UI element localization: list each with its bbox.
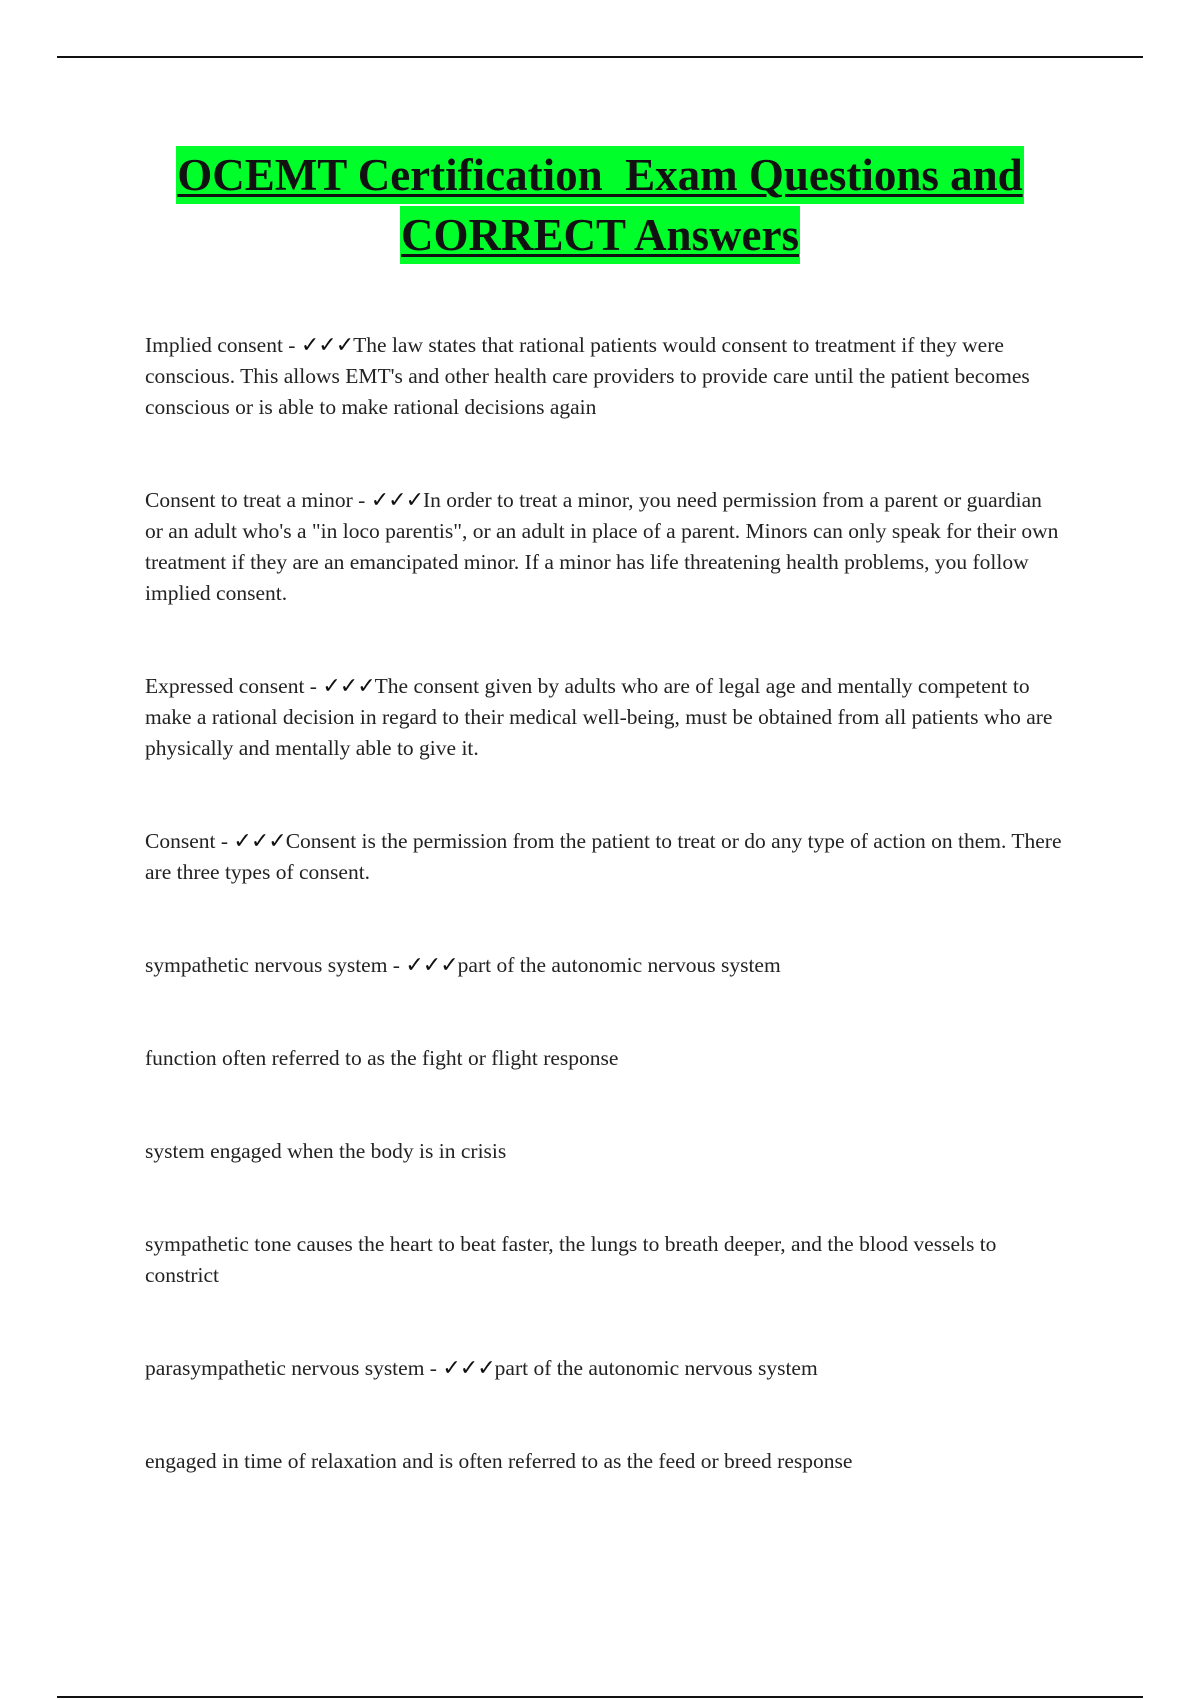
- checkmark-icon: ✓✓✓: [405, 953, 458, 978]
- document-title: [145, 146, 1055, 264]
- entry-term: sympathetic nervous system -: [145, 953, 406, 977]
- entry-implied-consent: [145, 330, 1065, 423]
- entry-term: Expressed consent -: [145, 674, 323, 698]
- entry-consent-minor: [145, 485, 1065, 609]
- entry-sympathetic-nervous-system: [145, 950, 1065, 981]
- entry-definition: part of the autonomic nervous system: [457, 953, 781, 977]
- entry-consent: [145, 826, 1065, 888]
- paragraph-body-in-crisis: system engaged when the body is in crisis: [145, 1139, 507, 1163]
- paragraph-fight-or-flight: function often referred to as the fight or flight response: [145, 1046, 619, 1070]
- paragraph-sympathetic-tone: sympathetic tone causes the heart to beat faster, the lungs to breath deeper, and the blood vessels to constrict: [145, 1232, 997, 1287]
- checkmark-icon: ✓✓✓: [442, 1356, 495, 1381]
- checkmark-icon: ✓✓✓: [233, 829, 286, 854]
- top-rule: [57, 56, 1143, 58]
- entry-definition: The law states that rational patients would consent to treatment if they were conscious. This allows EMT's and other health care providers to provide care until the patient becomes conscious or is able to make rational decisions again: [145, 333, 1030, 419]
- title-line-2: CORRECT Answers: [400, 206, 800, 264]
- entry-term: parasympathetic nervous system -: [145, 1356, 443, 1380]
- entry-definition: part of the autonomic nervous system: [494, 1356, 818, 1380]
- entry-term: Consent to treat a minor -: [145, 488, 371, 512]
- entry-expressed-consent: [145, 671, 1065, 764]
- paragraph-feed-or-breed: engaged in time of relaxation and is often referred to as the feed or breed response: [145, 1449, 853, 1473]
- bottom-rule: [57, 1696, 1143, 1698]
- title-line-1: OCEMT Certification Exam Questions and: [176, 146, 1023, 204]
- checkmark-icon: ✓✓✓: [322, 674, 375, 699]
- entry-term: Implied consent -: [145, 333, 301, 357]
- entry-definition: In order to treat a minor, you need permission from a parent or guardian or an adult who's a "in loco parentis", or an adult in place of a parent. Minors can only speak for their own treatment if they are an emancipated minor. If a minor has life threatening health problems, you follow implied consent.: [145, 488, 1059, 605]
- entry-parasympathetic-nervous-system: [145, 1353, 1065, 1384]
- entry-definition: Consent is the permission from the patient to treat or do any type of action on them. There are three types of consent.: [145, 829, 1062, 884]
- checkmark-icon: ✓✓✓: [370, 488, 424, 513]
- entry-definition: The consent given by adults who are of legal age and mentally competent to make a rational decision in regard to their medical well-being, must be obtained from all patients who are physically and mentally able to give it.: [145, 674, 1053, 760]
- entry-term: Consent -: [145, 829, 234, 853]
- document-body: [145, 330, 1065, 1477]
- checkmark-icon: ✓✓✓: [300, 333, 354, 358]
